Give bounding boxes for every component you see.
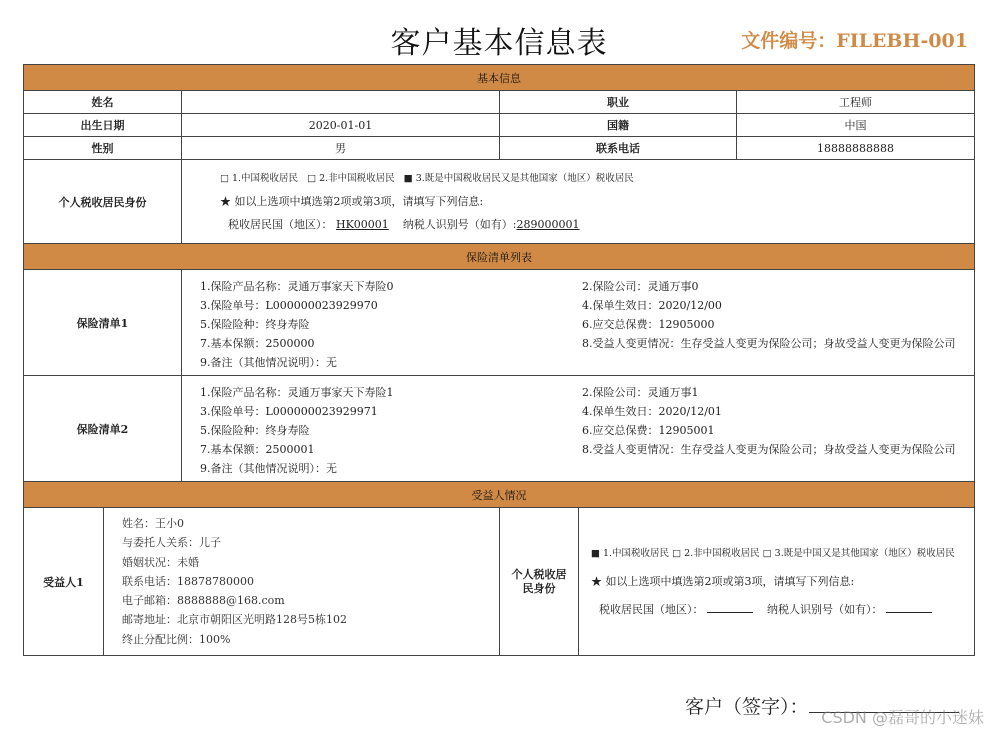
policy-field: 7.基本保额：2500001 — [200, 442, 315, 456]
beneficiary-address: 邮寄地址：北京市朝阳区光明路128号5栋102 — [122, 613, 347, 627]
section-policy-list: 保险清单列表 — [24, 244, 975, 270]
policy-2-details — [182, 376, 975, 482]
nationality-value: 中国 — [737, 114, 975, 137]
beneficiary-tax-country-label: 税收居民国（地区）： — [599, 602, 704, 616]
beneficiary-tax-id-label: 纳税人识别号（如有）： — [767, 602, 883, 616]
beneficiary-email: 电子邮箱：8888888@168.com — [122, 594, 285, 608]
policy-field: 8.受益人变更情况：生存受益人变更为保险公司；身故受益人变更为保险公司 — [582, 442, 956, 456]
policy-field: 5.保险险种：终身寿险 — [200, 317, 310, 331]
policy-field: 6.应交总保费：12905001 — [582, 423, 715, 437]
phone-label: 联系电话 — [500, 137, 737, 160]
beneficiary-tax-label: 个人税收居民身份 — [500, 508, 579, 656]
name-value — [182, 91, 500, 114]
gender-value: 男 — [182, 137, 500, 160]
nationality-label: 国籍 — [500, 114, 737, 137]
file-number: 文件编号：FILEBH-001 — [741, 30, 968, 52]
policy-field: 3.保险单号：L000000023929970 — [200, 298, 378, 312]
section-basic-info: 基本信息 — [24, 65, 975, 91]
policy-1-label: 保险清单1 — [24, 270, 182, 376]
policy-field: 5.保险险种：终身寿险 — [200, 423, 310, 437]
signature-label: 客户（签字）： — [685, 696, 809, 718]
section-beneficiary: 受益人情况 — [24, 482, 975, 508]
beneficiary-tax-block — [579, 508, 975, 656]
birth-value: 2020-01-01 — [182, 114, 500, 137]
beneficiary-tax-note: ★ 如以上选项中填选第2项或第3项，请填写下列信息: — [591, 574, 855, 588]
tax-country-label: 税收居民国（地区）： — [228, 218, 333, 231]
policy-field: 2.保险公司：灵通万事1 — [582, 385, 699, 399]
beneficiary-ratio: 终止分配比例：100% — [122, 632, 231, 646]
tax-residency-label: 个人税收居民身份 — [24, 160, 182, 244]
phone-value: 18888888888 — [737, 137, 975, 160]
policy-field: 7.基本保额：2500000 — [200, 336, 315, 350]
policy-field: 1.保险产品名称：灵通万事家天下寿险1 — [200, 385, 394, 399]
policy-field: 3.保险单号：L000000023929971 — [200, 404, 378, 418]
beneficiary-1-details — [104, 508, 500, 656]
policy-field: 4.保单生效日：2020/12/01 — [582, 404, 722, 418]
beneficiary-relation: 与委托人关系：儿子 — [122, 536, 221, 550]
policy-field: 9.备注（其他情况说明）：无 — [200, 461, 337, 475]
beneficiary-tax-country-blank[interactable] — [707, 602, 753, 613]
beneficiary-1-label: 受益人1 — [24, 508, 104, 656]
customer-info-table — [23, 64, 975, 656]
tax-option-3: ■ 3.既是中国税收居民又是其他国家（地区）税收居民 — [403, 173, 634, 184]
policy-2-fields — [200, 382, 974, 477]
beneficiary-marital: 婚姻状况：未婚 — [122, 555, 199, 569]
beneficiary-phone: 联系电话：18878780000 — [122, 574, 254, 588]
policy-field: 6.应交总保费：12905000 — [582, 317, 715, 331]
birth-label: 出生日期 — [24, 114, 182, 137]
tax-country-value: HK00001 — [336, 218, 389, 231]
policy-1-details — [182, 270, 975, 376]
tax-option-2: □ 2.非中国税收居民 — [307, 173, 395, 184]
tax-residency-block — [182, 160, 975, 244]
tax-option-1: □ 1.中国税收居民 — [220, 173, 299, 184]
beneficiary-tax-id-blank[interactable] — [886, 602, 932, 613]
policy-field: 4.保单生效日：2020/12/00 — [582, 298, 722, 312]
job-label: 职业 — [500, 91, 737, 114]
tax-id-label: 纳税人识别号（如有）: — [402, 218, 517, 231]
beneficiary-tax-options: ■ 1.中国税收居民 □ 2.非中国税收居民 □ 3.既是中国又是其他国家（地区）税收居民 — [591, 547, 955, 559]
policy-field: 8.受益人变更情况：生存受益人变更为保险公司；身故受益人变更为保险公司 — [582, 336, 956, 350]
policy-field: 9.备注（其他情况说明）：无 — [200, 355, 337, 369]
watermark: CSDN @磊哥的小迷妹 — [821, 708, 984, 727]
beneficiary-name: 姓名：王小0 — [122, 517, 184, 530]
job-value: 工程师 — [737, 91, 975, 114]
document-title: 客户基本信息表 — [390, 26, 608, 61]
policy-1-fields — [200, 276, 974, 371]
tax-id-value: 289000001 — [516, 218, 580, 231]
name-label: 姓名 — [24, 91, 182, 114]
policy-field: 1.保险产品名称：灵通万事家天下寿险0 — [200, 279, 394, 293]
gender-label: 性别 — [24, 137, 182, 160]
policy-field: 2.保险公司：灵通万事0 — [582, 279, 699, 293]
policy-2-label: 保险清单2 — [24, 376, 182, 482]
tax-note: ★ 如以上选项中填选第2项或第3项，请填写下列信息: — [220, 195, 484, 208]
